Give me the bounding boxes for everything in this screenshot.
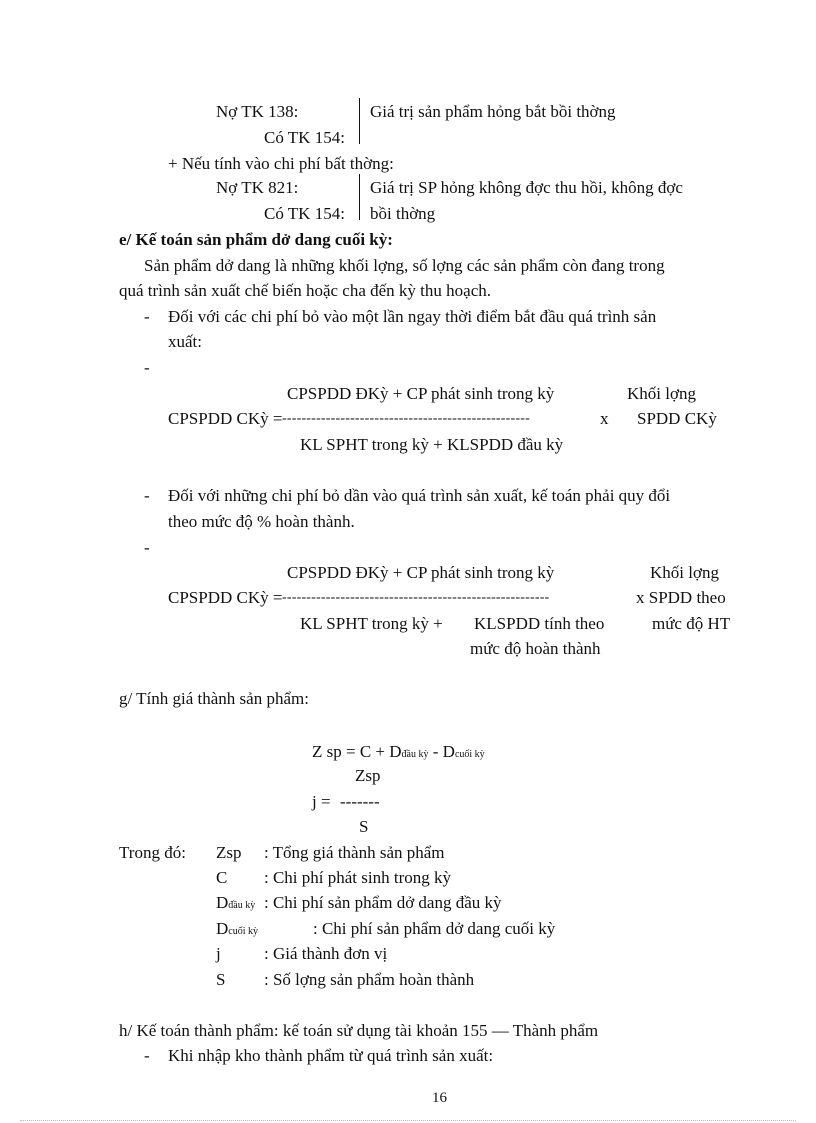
legend-symbol: C <box>216 868 228 887</box>
paragraph-line: quá trình sản xuất chế biến hoặc cha đến kỳ thu hoạch. <box>119 281 491 300</box>
legend-description: : Giá thành đơn vị <box>264 944 388 963</box>
paragraph-line: Sản phẩm dở dang là những khối lợng, số lợng các sản phẩm còn đang trong <box>144 256 665 275</box>
fraction-line: ------------------------------------------------------- <box>282 590 550 605</box>
formula-denominator: KL SPHT trong kỳ + KLSPDD đầu kỳ <box>300 435 564 454</box>
entry-description: bồi thờng <box>370 204 436 223</box>
bullet-text: Khi nhập kho thành phẩm từ quá trình sản xuất: <box>168 1046 494 1065</box>
legend-symbol: Zsp <box>216 843 242 862</box>
bullet-dash: - <box>144 358 150 377</box>
legend-description: : Chi phí sản phẩm dở dang cuối kỳ <box>313 919 556 938</box>
entry-description: Giá trị SP hỏng không đợc thu hồi, không đợc <box>370 178 683 197</box>
formula-lhs: CPSPDD CKỳ = <box>168 588 283 607</box>
credit-account-154: Có TK 154: <box>264 128 345 147</box>
debit-account-821: Nợ TK 821: <box>216 178 299 197</box>
section-heading: e/ Kế toán sản phẩm dở dang cuối kỳ: <box>119 230 393 249</box>
legend-symbol: S <box>216 970 226 989</box>
formula-factor: Khối lợng <box>627 384 696 403</box>
bullet-text: xuất: <box>168 332 202 351</box>
subscript: cuối kỳ <box>454 749 485 760</box>
unit-cost-denominator: S <box>359 817 369 836</box>
legend-symbol <box>216 919 258 942</box>
bullet-text: theo mức độ % hoàn thành. <box>168 512 355 531</box>
bullet-text: Đối với những chi phí bỏ dần vào quá trình sản xuất, kế toán phải quy đổi <box>168 486 671 505</box>
entry-divider <box>359 174 360 220</box>
legend-symbol: j <box>216 944 221 963</box>
multiply-sign: x <box>600 409 609 428</box>
entry-description: Giá trị sản phẩm hỏng bắt bồi thờng <box>370 102 616 121</box>
unit-cost-numerator: Zsp <box>355 766 381 785</box>
debit-account-138: Nợ TK 138: <box>216 102 299 121</box>
formula-denominator: KL SPHT trong kỳ + <box>300 614 443 633</box>
formula-denominator: mức độ hoàn thành <box>470 639 601 658</box>
bullet-dash: - <box>144 307 150 326</box>
bullet-text: Đối với các chi phí bỏ vào một lần ngay thời điểm bắt đầu quá trình sản <box>168 307 657 326</box>
legend-symbol-letter: D <box>216 919 229 938</box>
formula-factor: Khối lợng <box>650 563 719 582</box>
fraction-line: ------- <box>340 792 380 811</box>
formula-factor: SPDD CKỳ <box>637 409 717 428</box>
bullet-abnormal-cost: + Nếu tính vào chi phí bất thờng: <box>168 154 394 173</box>
formula-denominator: KLSPDD tính theo <box>474 614 605 633</box>
legend-description: : Số lợng sản phẩm hoàn thành <box>264 970 475 989</box>
legend-description: : Chi phí phát sinh trong kỳ <box>264 868 451 887</box>
bullet-dash: - <box>144 538 150 557</box>
legend-symbol-letter: D <box>216 893 229 912</box>
formula-lhs: CPSPDD CKỳ = <box>168 409 283 428</box>
unit-cost-lhs: j = <box>312 792 331 811</box>
bullet-dash: - <box>144 1046 150 1065</box>
subscript: cuối kỳ <box>228 926 258 937</box>
subscript: đầu kỳ <box>228 900 256 911</box>
cost-formula <box>312 742 485 765</box>
fraction-line: --------------------------------------------------- <box>282 411 530 426</box>
formula-factor: mức độ HT <box>652 614 731 633</box>
section-heading: h/ Kế toán thành phẩm: kế toán sử dụng tài khoản 155 — Thành phẩm <box>119 1021 599 1040</box>
credit-account-154: Có TK 154: <box>264 204 345 223</box>
bullet-dash: - <box>144 486 150 505</box>
entry-divider <box>359 98 360 144</box>
formula-factor: x SPDD theo <box>636 588 726 607</box>
cost-formula-main: Z sp = C + D <box>312 742 402 761</box>
where-label: Trong đó: <box>119 843 186 862</box>
cost-formula-minus: - D <box>428 742 455 761</box>
subscript: đầu kỳ <box>401 749 429 760</box>
legend-description: : Chi phí sản phẩm dở dang đầu kỳ <box>264 893 502 912</box>
legend-symbol <box>216 893 255 916</box>
formula-numerator: CPSPDD ĐKỳ + CP phát sinh trong kỳ <box>287 563 555 582</box>
section-heading: g/ Tính giá thành sản phẩm: <box>119 689 309 708</box>
footer-divider <box>20 1120 796 1121</box>
page-number: 16 <box>432 1090 447 1106</box>
formula-numerator: CPSPDD ĐKỳ + CP phát sinh trong kỳ <box>287 384 555 403</box>
legend-description: : Tổng giá thành sản phẩm <box>264 843 445 862</box>
